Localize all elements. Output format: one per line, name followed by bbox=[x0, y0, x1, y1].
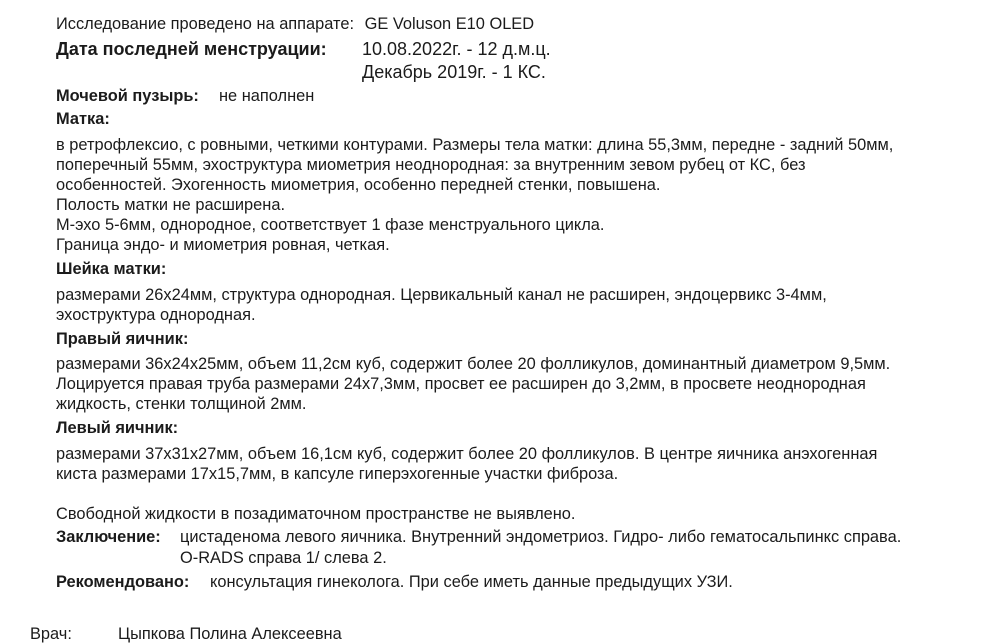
uterus-heading: Матка: bbox=[56, 110, 110, 128]
uterus-line: Граница эндо- и миометрия ровная, четкая. bbox=[56, 236, 390, 254]
doctor-name: Цыпкова Полина Алексеевна bbox=[118, 625, 342, 643]
conclusion-label: Заключение: bbox=[56, 528, 161, 546]
free-fluid-text: Свободной жидкости в позадиматочном пространстве не выявлено. bbox=[56, 505, 576, 523]
uterus-text bbox=[56, 135, 893, 255]
right-ovary-line: размерами 36х24х25мм, объем 11,2см куб, содержит более 20 фолликулов, доминантный диаметром 9,5мм. bbox=[56, 355, 891, 373]
device-value: GE Voluson E10 OLED bbox=[364, 15, 535, 33]
bladder-label: Мочевой пузырь: bbox=[56, 87, 199, 105]
lmp-line2: Декабрь 2019г. - 1 КС. bbox=[362, 62, 546, 82]
doctor-label: Врач: bbox=[30, 625, 72, 643]
device-line bbox=[56, 14, 534, 34]
left-ovary-heading: Левый яичник: bbox=[56, 419, 179, 437]
right-ovary-line: жидкость, стенки толщиной 2мм. bbox=[56, 395, 307, 413]
uterus-line: особенностей. Эхогенность миометрия, особенно передней стенки, повышена. bbox=[56, 176, 661, 194]
cervix-line: эхоструктура однородная. bbox=[56, 306, 256, 324]
uterus-line: в ретрофлексио, с ровными, четкими контурами. Размеры тела матки: длина 55,3мм, передне - задний 50мм, bbox=[56, 136, 894, 154]
uterus-line: М-эхо 5-6мм, однородное, соответствует 1 фазе менструального цикла. bbox=[56, 216, 605, 234]
right-ovary-heading: Правый яичник: bbox=[56, 330, 189, 348]
uterus-line: поперечный 55мм, эхоструктура миометрия неоднородная: за внутренним зевом рубец от КС, без bbox=[56, 156, 806, 174]
uterus-line: Полость матки не расширена. bbox=[56, 196, 286, 214]
recommended-label: Рекомендовано: bbox=[56, 573, 190, 591]
cervix-line: размерами 26х24мм, структура однородная. Цервикальный канал не расширен, эндоцервикс 3-4мм, bbox=[56, 286, 827, 304]
right-ovary-text bbox=[56, 354, 890, 414]
recommended-value: консультация гинеколога. При себе иметь данные предыдущих УЗИ. bbox=[210, 573, 733, 591]
conclusion-line1: цистаденома левого яичника. Внутренний эндометриоз. Гидро- либо гематосальпинкс справа. bbox=[180, 528, 902, 546]
left-ovary-text bbox=[56, 444, 877, 484]
cervix-text bbox=[56, 285, 827, 325]
lmp-label: Дата последней менструации: bbox=[56, 39, 327, 59]
left-ovary-line: размерами 37х31х27мм, объем 16,1см куб, содержит более 20 фолликулов. В центре яичника анэхогенная bbox=[56, 445, 878, 463]
lmp-line1: 10.08.2022г. - 12 д.м.ц. bbox=[362, 39, 551, 59]
bladder-value: не наполнен bbox=[219, 87, 315, 105]
device-label: Исследование проведено на аппарате: bbox=[56, 15, 355, 33]
left-ovary-line: киста размерами 17х15,7мм, в капсуле гиперэхогенные участки фиброза. bbox=[56, 465, 619, 483]
right-ovary-line: Лоцируется правая труба размерами 24х7,3мм, просвет ее расширен до 3,2мм, в просвете неоднородная bbox=[56, 375, 866, 393]
cervix-heading: Шейка матки: bbox=[56, 260, 167, 278]
conclusion-line2: O-RADS справа 1/ слева 2. bbox=[180, 549, 387, 567]
